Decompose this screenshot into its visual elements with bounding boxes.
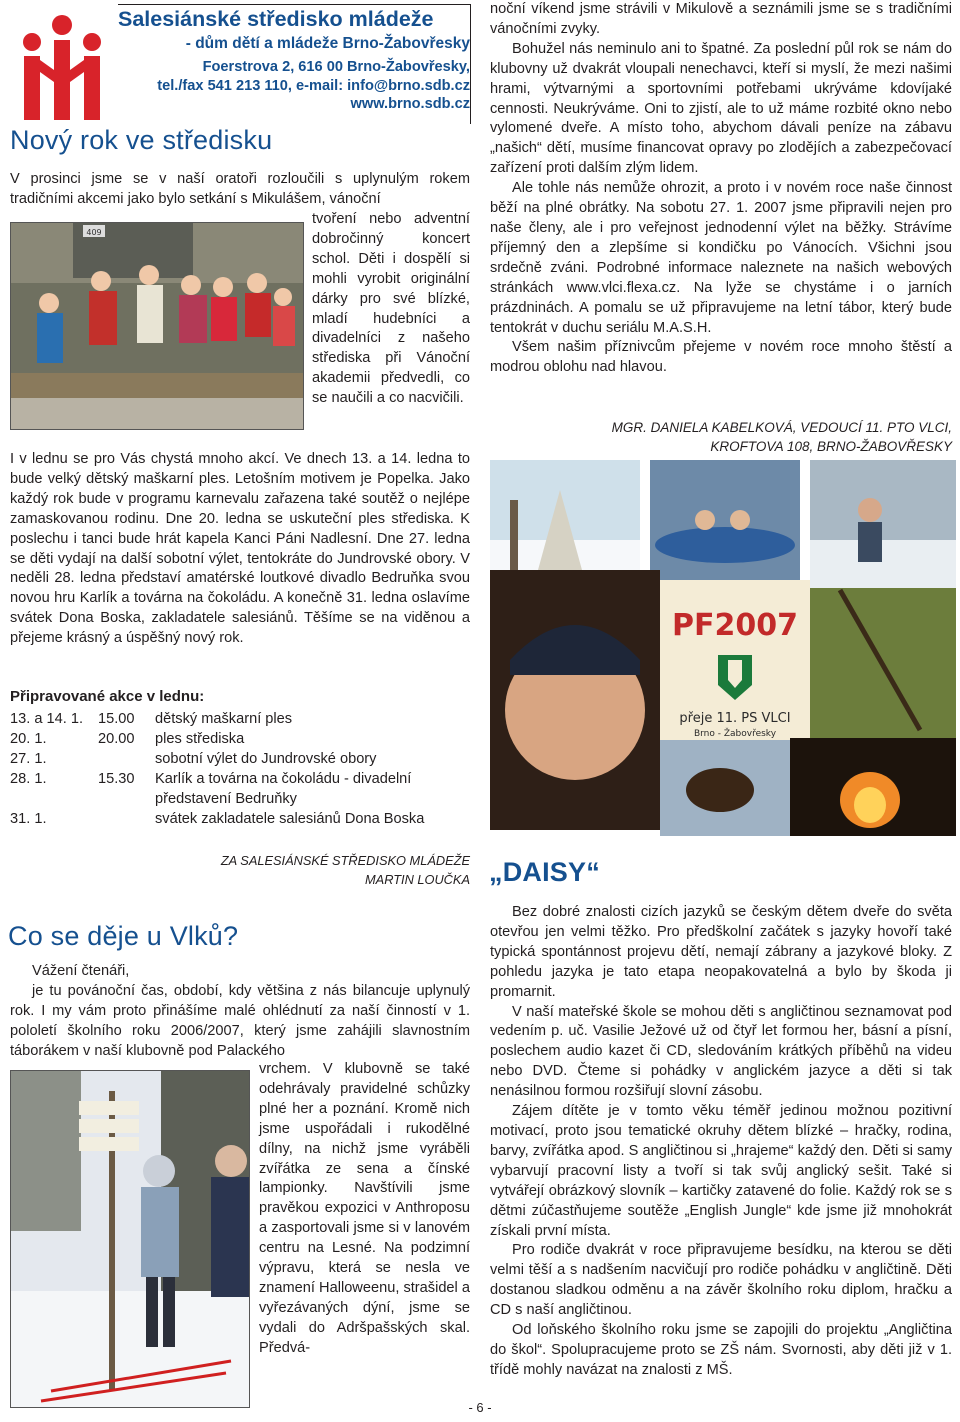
article2-title: Co se děje u Vlků?	[8, 921, 239, 951]
article1-intro: V prosinci jsme se v naší oratoři rozloučili s uplynulým rokem tradičními akcemi jako bylo setkání s Mikulášem, vánoční	[10, 171, 470, 207]
schedule-time: 15.30	[98, 771, 135, 787]
article3-paragraph4: Pro rodiče dvakrát v roce připravujeme besídku, na kterou se děti velmi těší a s nadšením nacvičují pro rodiče pohádku v angličtině. Děti dostanou sladkou odměnu a na závěr školního roku diplom, hračku a CD s naší angličtinou.	[490, 1242, 952, 1319]
schedule-date: 20. 1.	[10, 731, 47, 747]
schedule-date: 31. 1.	[10, 811, 47, 827]
org-name: Salesiánské středisko mládeže	[118, 7, 434, 31]
article2-continued-line: noční víkend jsme strávili v Mikulově a seznámili jsme se s tradičními vánočními zvyky.	[490, 1, 952, 37]
schedule-time	[98, 809, 155, 829]
schedule-table	[10, 709, 472, 829]
pf-wish-text: přeje 11. PS VLCI	[679, 711, 791, 726]
article1-body: I v lednu se pro Vás chystá mnoho akcí. Ve dnech 13. a 14. ledna to bude velký dětský maškarní ples. Letošním motivem je Popelka. Jako každý rok bude v programu karnevalu zařazena také soutěž o nejlépe zamaskovanou rodinu. Dne 20. ledna se uskuteční ples střediska. K poslechu i tanci bude hrát kapela Kanci Páni Nadlesní. Dne 27. ledna se děti vydají na další sobotní výlet, tentokráte do Jundrovské obory. V neděli 28. ledna představí amatérské loutkové divadlo Bedruňka svou novou hru Karlík a továrna na čokoládu. A konečně 31. ledna oslavíme svátek Dona Boska, zakladatele salesiánů. Těšíme se na viděnou a přejeme krásný a úspěšný nový rok.	[10, 451, 470, 647]
article2-greeting-line: Vážení čtenáři,	[32, 963, 130, 979]
article3-paragraph5: Od loňského školního roku jsme se zapojili do projektu „Angličtina do škol“. Spolupracujeme proto se ZŠ nám. Svornosti, aby děti již v 1. třídě mohly navázat na znalosti z MŠ.	[490, 1322, 952, 1378]
article2-sig-line1: MGR. DANIELA KABELKOVÁ, VEDOUCÍ 11. PTO VLCI,	[611, 420, 952, 435]
vlci-photo-collage	[490, 460, 956, 836]
article3-paragraph3: Zájem dítěte je v tomto věku téměř jedinou možnou pozitivní motivací, proto jsou tematické okruhy dětem blízké – hračky, rodina, barvy, zvířátka apod. S angličtinou si „hrajeme“ každý den. Děti si samy vybarvují pracovní listy a tvoří si tak svůj anglický sešit. Také si vytvářejí obrázkový slovník – kartičky zatavené do folie. Každý rok se s dětmi zúčastňujeme soutěže „English Jungle“ kde jsme již mnohokrát získali první místa.	[490, 1103, 952, 1239]
page-number: - 6 -	[468, 1400, 492, 1415]
schedule-heading: Připravované akce v lednu:	[10, 688, 205, 705]
org-web[interactable]: www.brno.sdb.cz	[350, 96, 470, 112]
schedule-row	[10, 749, 472, 769]
schedule-time: 15.00	[98, 711, 135, 727]
schedule-event: dětský maškarní ples	[155, 711, 293, 727]
article3-paragraph2: V naší mateřské škole se mohou děti s angličtinou seznamovat pod vedením p. uč. Vasilie Ježové už od čtyř let formou her, básní a písní, poslechem audio kazet či CD, sledováním krátkých příběhů na videu nebo DVD. Čteme si pohádky v anglickém jazyce a děti si tak nenásilnou formou rozšiřují slovní zásobu.	[490, 1003, 952, 1100]
pf-place-text: Brno - Žabovřesky	[693, 729, 777, 739]
article2-sig-line2: KROFTOVA 108, BRNO-ŽABOVŘESKY	[710, 439, 952, 454]
article1-title: Nový rok ve středisku	[10, 125, 273, 155]
skiing-photo	[10, 1070, 250, 1408]
article1-signature	[10, 852, 470, 888]
schedule-row	[10, 769, 472, 809]
photo-sign-text: 409	[86, 228, 102, 237]
schedule-row	[10, 729, 472, 749]
article2-paragraph1: je tu povánoční čas, období, kdy většina z nás bilancuje uplynulý rok. I my vám proto přinášíme malé ohlédnutí za naší činností v 1. pololetí školního roku 2006/2007, který jsme zahájili slavnostním táborákem v naší klubovně pod Palackého	[10, 982, 470, 1059]
schedule-time: 20.00	[98, 731, 135, 747]
schedule-event: Karlík a továrna na čokoládu - divadelní představení Bedruňky	[155, 771, 412, 807]
article2-paragraph3: Ale tohle nás nemůže ohrozit, a proto i v novém roce naše činnost běží na plné obrátky. Na sobotu 27. 1. 2007 jsme připravili nejen pro naše členy, ale i pro veřejnost jednodenní výlet na běžky. Strávíme příjemný den a zlepšíme si kondičku po Vánocích. Všichni jsou srdečně zváni. Podrobné informace naleznete na našich webových stránkách www.vlci.flexa.cz. Na lyže se chystáme i o jarních prázdninách. A pomalu se už připravujeme na letní tábor, který bude tentokrát v duchu seriálu M.A.S.H.	[490, 180, 952, 336]
kids-jumping-photo	[10, 222, 304, 430]
article1-wrap-text: tvoření nebo adventní dobročinný koncert schol. Děti i dospělí si mohli vyrobit originální dárky pro své blízké, mladí hudebníci a divadelníci z našeho střediska při Vánoční akademii předvedli, co se naučili a co nacvičili.	[312, 211, 470, 407]
header-block	[118, 6, 470, 114]
schedule-event: svátek zakladatele salesiánů Dona Boska	[155, 811, 425, 827]
article1-sig-org: ZA SALESIÁNSKÉ STŘEDISKO MLÁDEŽE	[220, 853, 470, 868]
schedule-row	[10, 809, 472, 829]
article3-paragraph1: Bez dobré znalosti cizích jazyků se českým dětem dveře do světa otevřou jen velmi těžko. Pro předškolní začátek s jazyky hovoří také typická spontánnost projevu dětí, nemají zábrany a jazykové bloky. Z pohledu jazyka je tato etapa neopakovatelná a bylo by škoda ji promarnit.	[490, 904, 952, 1000]
article2-signature	[490, 418, 952, 456]
org-address: Foerstrova 2, 616 00 Brno-Žabovřesky,	[202, 59, 470, 75]
org-subtitle: - dům dětí a mládeže Brno-Žabovřesky	[185, 35, 470, 52]
article3-title: „DAISY“	[489, 857, 600, 887]
article2-paragraph4: Všem našim příznivcům přejeme v novém roce mnoho štěstí a modrou oblohu nad hlavou.	[490, 339, 952, 376]
org-contact: tel./fax 541 213 110, e-mail: info@brno.sdb.cz	[157, 77, 470, 94]
article2-greeting	[10, 962, 470, 1062]
article2-continued	[490, 0, 952, 378]
schedule-event: ples střediska	[155, 731, 245, 747]
schedule-row	[10, 709, 472, 729]
schedule-date: 27. 1.	[10, 751, 47, 767]
header-rule-vertical	[470, 4, 471, 124]
article1-sig-name: MARTIN LOUČKA	[365, 872, 470, 887]
schedule-time	[98, 749, 155, 769]
article3-body	[490, 903, 952, 1381]
schedule-event: sobotní výlet do Jundrovské obory	[155, 751, 377, 767]
article2-paragraph2: Bohužel nás neminulo ani to špatné. Za poslední půl rok se nám do klubovny už dvakrát vloupali nenechavci, kteří si myslí, že mezi našimi hrami, výtvarnými a sportovními potřebami ukrýváme kdovíjaké cennosti. Neukrýváme. Oni to zjistí, ale to už máme rozbité okno nebo vylomené dveře. A místo toho, abychom dávali peníze na zábavu „našich“ dětí, musíme financovat opravy po zlodějích a zabezpečovací zařízení proti dalším zlým lidem.	[490, 40, 952, 177]
schedule-date: 28. 1.	[10, 771, 47, 787]
pf2007-text: PF2007	[672, 608, 798, 643]
salesian-logo	[14, 10, 110, 122]
header-rule-horizontal	[118, 4, 471, 5]
schedule-date: 13. a 14. 1.	[10, 711, 84, 727]
article2-wrap-text: vrchem. V klubovně se také odehrávaly pravidelné schůzky plné her a poznání. Kromě nich jsme uspořádali i rukodělné dílny, na nichž jsme vyráběli zvířátka ze sena a čínské lampionky. Navštívili jsme pravěkou expozici v Anthroposu a zasportovali jsme si v lanovém centru na Lesné. Na podzimní výpravu, která se nesla ve znamení Halloweenu, strašidel a vyřezávaných dýní, jsme se vydali do Adršpašských skal. Předvá-	[259, 1061, 470, 1356]
